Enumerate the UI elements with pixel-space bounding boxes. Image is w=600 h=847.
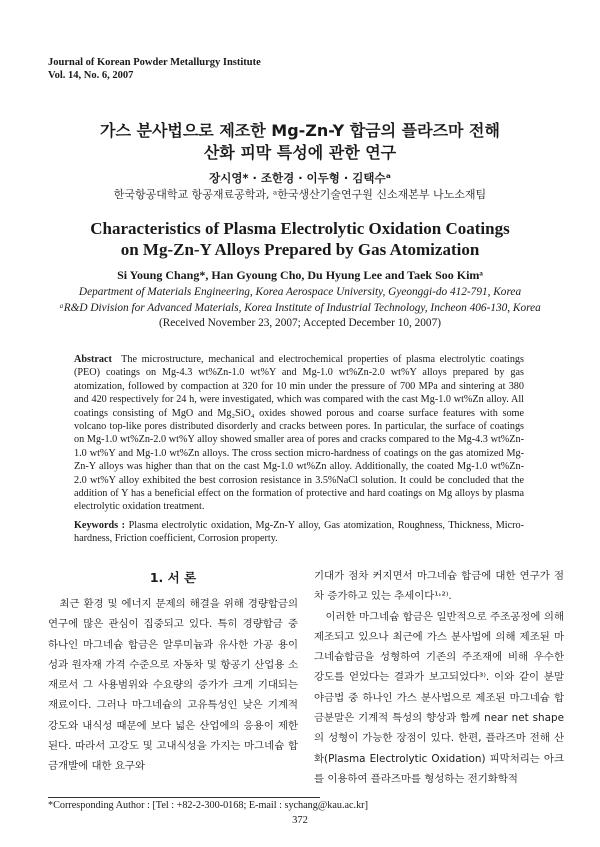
- journal-name: Journal of Korean Powder Metallurgy Institute: [48, 57, 261, 68]
- korean-title: [0, 120, 600, 164]
- keywords-label: Keywords :: [74, 520, 126, 531]
- journal-header: [48, 56, 261, 82]
- journal-volume: Vol. 14, No. 6, 2007: [48, 70, 134, 81]
- english-title-line1: Characteristics of Plasma Electrolytic Oxidation Coatings: [90, 219, 510, 238]
- corresponding-author-footnote: *Corresponding Author : [Tel : +82-2-300-0168; E-mail : sychang@kau.ac.kr]: [48, 800, 368, 811]
- intro-paragraph-1: 최근 환경 및 에너지 문제의 해결을 위해 경량합금의 연구에 많은 관심이 집중되고 있다. 특히 경량합금 중 하나인 마그네슘 합금은 알루미늄과 유사한 가공 용이성과 원자재 가격 수준으로 자동차 및 항공기 산업용 소재로서 그 사용범위와 수요량의 증가가 크게 기대되는 재료이다. 그러나 마그네슘의 고유특성인 낮은 기계적 강도와 내식성 때문에 보다 넓은 산업에의 응용이 제한된다. 따라서 고강도 및 고내식성을 가지는 마그네슘 합금개발에 대한 요구와: [48, 598, 298, 773]
- page-number: 372: [292, 815, 308, 826]
- affiliation-2: ᵃR&D Division for Advanced Materials, Korea Institute of Industrial Technology, Incheon 406-130, Korea: [59, 301, 541, 314]
- right-column: [314, 566, 564, 789]
- keywords: [74, 519, 524, 546]
- abstract-label: Abstract: [74, 354, 112, 365]
- keywords-text: Plasma electrolytic oxidation, Mg-Zn-Y alloy, Gas atomization, Roughness, Thickness, Micro-hardness, Friction coefficient, Corrosion property.: [74, 520, 525, 545]
- korean-affiliation: 한국항공대학교 항공재료공학과, ᵃ한국생산기술연구원 신소재본부 나노소재팀: [113, 188, 487, 201]
- english-title: [0, 218, 600, 260]
- abstract-text: The microstructure, mechanical and electrochemical properties of plasma electrolytic coatings (PEO) coatings on Mg-4.3 wt%Zn-1.0 wt%Y and Mg-1.0 wt%Zn-2.0 wt%Y alloys prepared by gas atomization, followed by compaction at 320 for 10 min under the pressure of 700 MPa and sintering at 380 and 420 respectively for 24 h, were investigated, which was compared with the cast Mg-1.0 wt%Zn alloy. All coatings consisting of MgO and Mg₂SiO₄ oxides showed porous and coarse surface features with some volcano top-like pores distributed disorderly and cracks between pores. In particular, the surface of coatings on Mg-1.0 wt%Zn-2.0 wt%Y alloy showed smaller area of pores and cracks compared to the Mg-4.3 wt%Zn-1.0 wt%Y and Mg-1.0 wt%Zn alloys. The cross section micro-hardness of coatings on the gas atomized Mg-Zn-Y alloys was higher than that on the cast Mg-1.0 wt%Zn alloy. Additionally, the coated Mg-1.0 wt%Zn-2.0 wt%Y alloy exhibited the best corrosion resistance in 3.5%NaCl solution. It could be concluded that the addition of Y has a beneficial effect on the formation of protective and hard coatings on Mg alloys by plasma electrolytic oxidation treatment.: [74, 354, 524, 513]
- affiliation-1: Department of Materials Engineering, Korea Aerospace University, Gyeonggi-do 412-791, Korea: [78, 286, 522, 298]
- english-authors: Si Young Chang*, Han Gyoung Cho, Du Hyung Lee and Taek Soo Kimᵃ: [117, 268, 483, 282]
- footnote-divider: [48, 797, 320, 798]
- intro-paragraph-2: 이러한 마그네슘 합금은 일반적으로 주조공정에 의해 제조되고 있으나 최근에 가스 분사법에 의해 제조된 마그네슘합금을 성형하여 기존의 주조재에 비해 우수한 강도를 얻었다는 결과가 보고되었다³⁾. 이와 같이 분말 야금법 중 하나인 가스 분사법으로 제조된 마그네슘 합금분말은 기계적 특성의 향상과 함께 near net shape의 성형이 가능한 장점이 있다. 한편, 플라즈마 전해 산화(Plasma Electrolytic Oxidation) 피막처리는 아크를 이용하여 플라즈마를 형성하는 전기화학적: [314, 610, 564, 785]
- english-affiliations: [0, 285, 600, 316]
- received-dates: (Received November 23, 2007; Accepted December 10, 2007): [158, 317, 441, 329]
- korean-title-line2: 산화 피막 특성에 관한 연구: [203, 143, 397, 162]
- intro-paragraph-continued: 기대가 점차 커지면서 마그네슘 합금에 대한 연구가 점차 증가하고 있는 추세이다¹˒²⁾.: [314, 570, 564, 603]
- english-title-line2: on Mg-Zn-Y Alloys Prepared by Gas Atomization: [120, 240, 480, 259]
- left-column: [48, 594, 298, 777]
- section-heading: 1. 서 론: [149, 570, 197, 585]
- korean-title-line1: 가스 분사법으로 제조한 Mg-Zn-Y 합금의 플라즈마 전해: [100, 121, 500, 140]
- abstract: [74, 353, 524, 514]
- korean-authors: 장시영* · 조한경 · 이두형 · 김택수ᵃ: [209, 171, 391, 185]
